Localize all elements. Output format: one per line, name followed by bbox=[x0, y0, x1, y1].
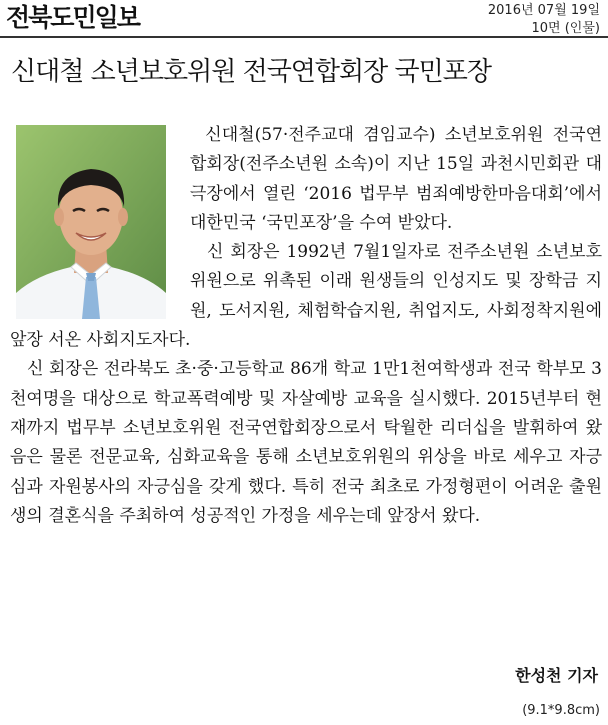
clipping-size-note: (9.1*9.8cm) bbox=[522, 703, 600, 718]
paragraph: 신 회장은 1992년 7월1일자로 전주소년원 소년보호위원으로 위촉된 이래 원생들의 인성지도 및 장학금 지원, 도서지원, 체험학습지원, 취업지도, 사회정착지원에 앞장 서온 사회지도자다. bbox=[10, 242, 602, 351]
page-section: 10면 (인물) bbox=[531, 21, 600, 36]
reporter-byline: 한성천 기자 bbox=[515, 666, 598, 685]
paragraph: 신대철(57·전주교대 겸임교수) 소년보호위원 전국연합회장(전주소년원 소속)이 지난 15일 과천시민회관 대극장에서 열린 ‘2016 법무부 범죄예방한마음대회’에서 대한민국 ‘국민포장’을 수여 받았다. bbox=[190, 125, 602, 233]
article-meta bbox=[488, 2, 600, 38]
article-body bbox=[10, 121, 602, 531]
header-divider bbox=[0, 36, 608, 38]
publication-date: 2016년 07월 19일 bbox=[487, 3, 600, 18]
paragraph: 신 회장은 전라북도 초·중·고등학교 86개 학교 1만1천여학생과 전국 학부모 3천여명을 대상으로 학교폭력예방 및 자살예방 교육을 실시했다. 2015년부터 현재까지 법무부 소년보호위원 전국연합회장으로서 탁월한 리더십을 발휘하여 왔음은 물론 전문교육, 심화교육을 통해 소년보호위원의 위상을 바로 세우고 자긍심과 자원봉사의 자긍심을 갖게 했다. 특히 전국 최초로 가정형편이 어려운 출원생의 결혼식을 주최하여 성공적인 가정을 세우는데 앞장서 왔다. bbox=[10, 359, 602, 526]
newspaper-masthead: 전북도민일보 bbox=[6, 3, 139, 32]
article-headline: 신대철 소년보호위원 전국연합회장 국민포장 bbox=[11, 57, 491, 87]
